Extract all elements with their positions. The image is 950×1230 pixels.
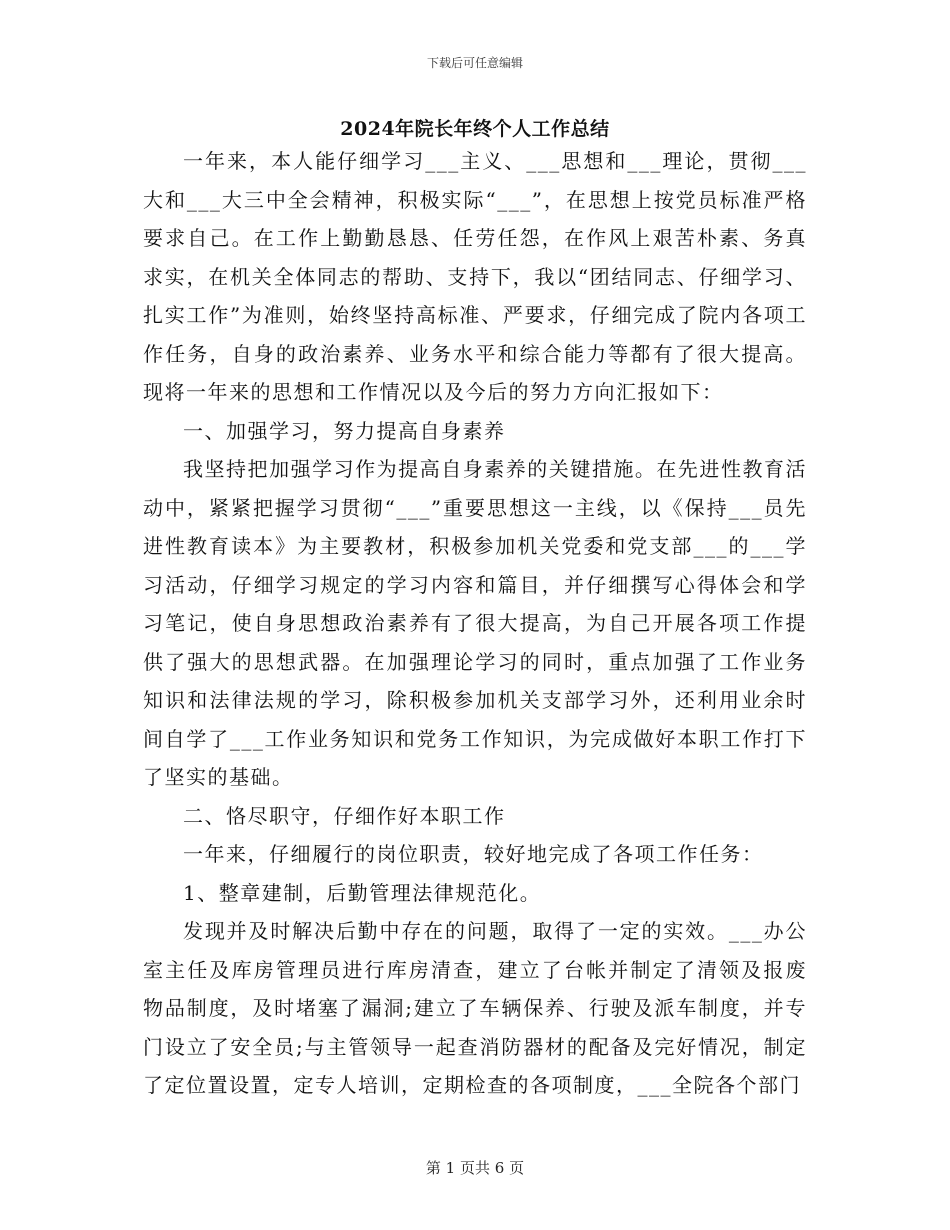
paragraph-logistics: 发现并及时解决后勤中存在的问题，取得了一定的实效。___办公室主任及库房管理员进行库房清查，建立了台帐并制定了清领及报废物品制度，及时堵塞了漏洞;建立了车辆保养、行驶及派车制度，并专门设立了安全员;与主管领导一起查消防器材的配备及完好情况，制定了定位置设置，定专人培训，定期检查的各项制度，___全院各个部门: [143, 919, 807, 1097]
page-indicator: 第 1 页共 6 页: [425, 1159, 525, 1177]
subsection-heading-1: 1、整章建制，后勤管理法律规范化。: [183, 880, 542, 905]
document-body: [143, 142, 807, 1105]
paragraph-study: 我坚持把加强学习作为提高自身素养的关键措施。在先进性教育活动中，紧紧把握学习贯彻“___”重要思想这一主线，以《保持___员先进性教育读本》为主要教材，积极参加机关党委和党支部___的___学习活动，仔细学习规定的学习内容和篇目，并仔细撰写心得体会和学习笔记，使自身思想政治素养有了很大提高，为自己开展各项工作提供了强大的思想武器。在加强理论学习的同时，重点加强了工作业务知识和法律法规的学习，除积极参加机关支部学习外，还利用业余时间自学了___工作业务知识和党务工作知识，为完成做好本职工作打下了坚实的基础。: [143, 457, 807, 789]
header-note: 下载后可任意编辑: [426, 56, 523, 70]
document-title: 2024年院长年终个人工作总结: [340, 118, 610, 140]
paragraph-duties: 一年来，仔细履行的岗位职责，较好地完成了各项工作任务：: [183, 842, 764, 866]
paragraph-intro: 一年来，本人能仔细学习___主义、___思想和___理论，贯彻___大和___大三中全会精神，积极实际“___”，在思想上按党员标准严格要求自己。在工作上勤勤恳恳、任劳任怨，在作风上艰苦朴素、务真求实，在机关全体同志的帮助、支持下，我以“团结同志、仔细学习、扎实工作”为准则，始终坚持高标准、严要求，仔细完成了院内各项工作任务，自身的政治素养、业务水平和综合能力等都有了很大提高。现将一年来的思想和工作情况以及今后的努力方向汇报如下：: [143, 149, 807, 404]
section-heading-1: 一、加强学习，努力提高自身素养: [183, 418, 506, 443]
section-heading-2: 二、恪尽职守，仔细作好本职工作: [183, 803, 506, 828]
